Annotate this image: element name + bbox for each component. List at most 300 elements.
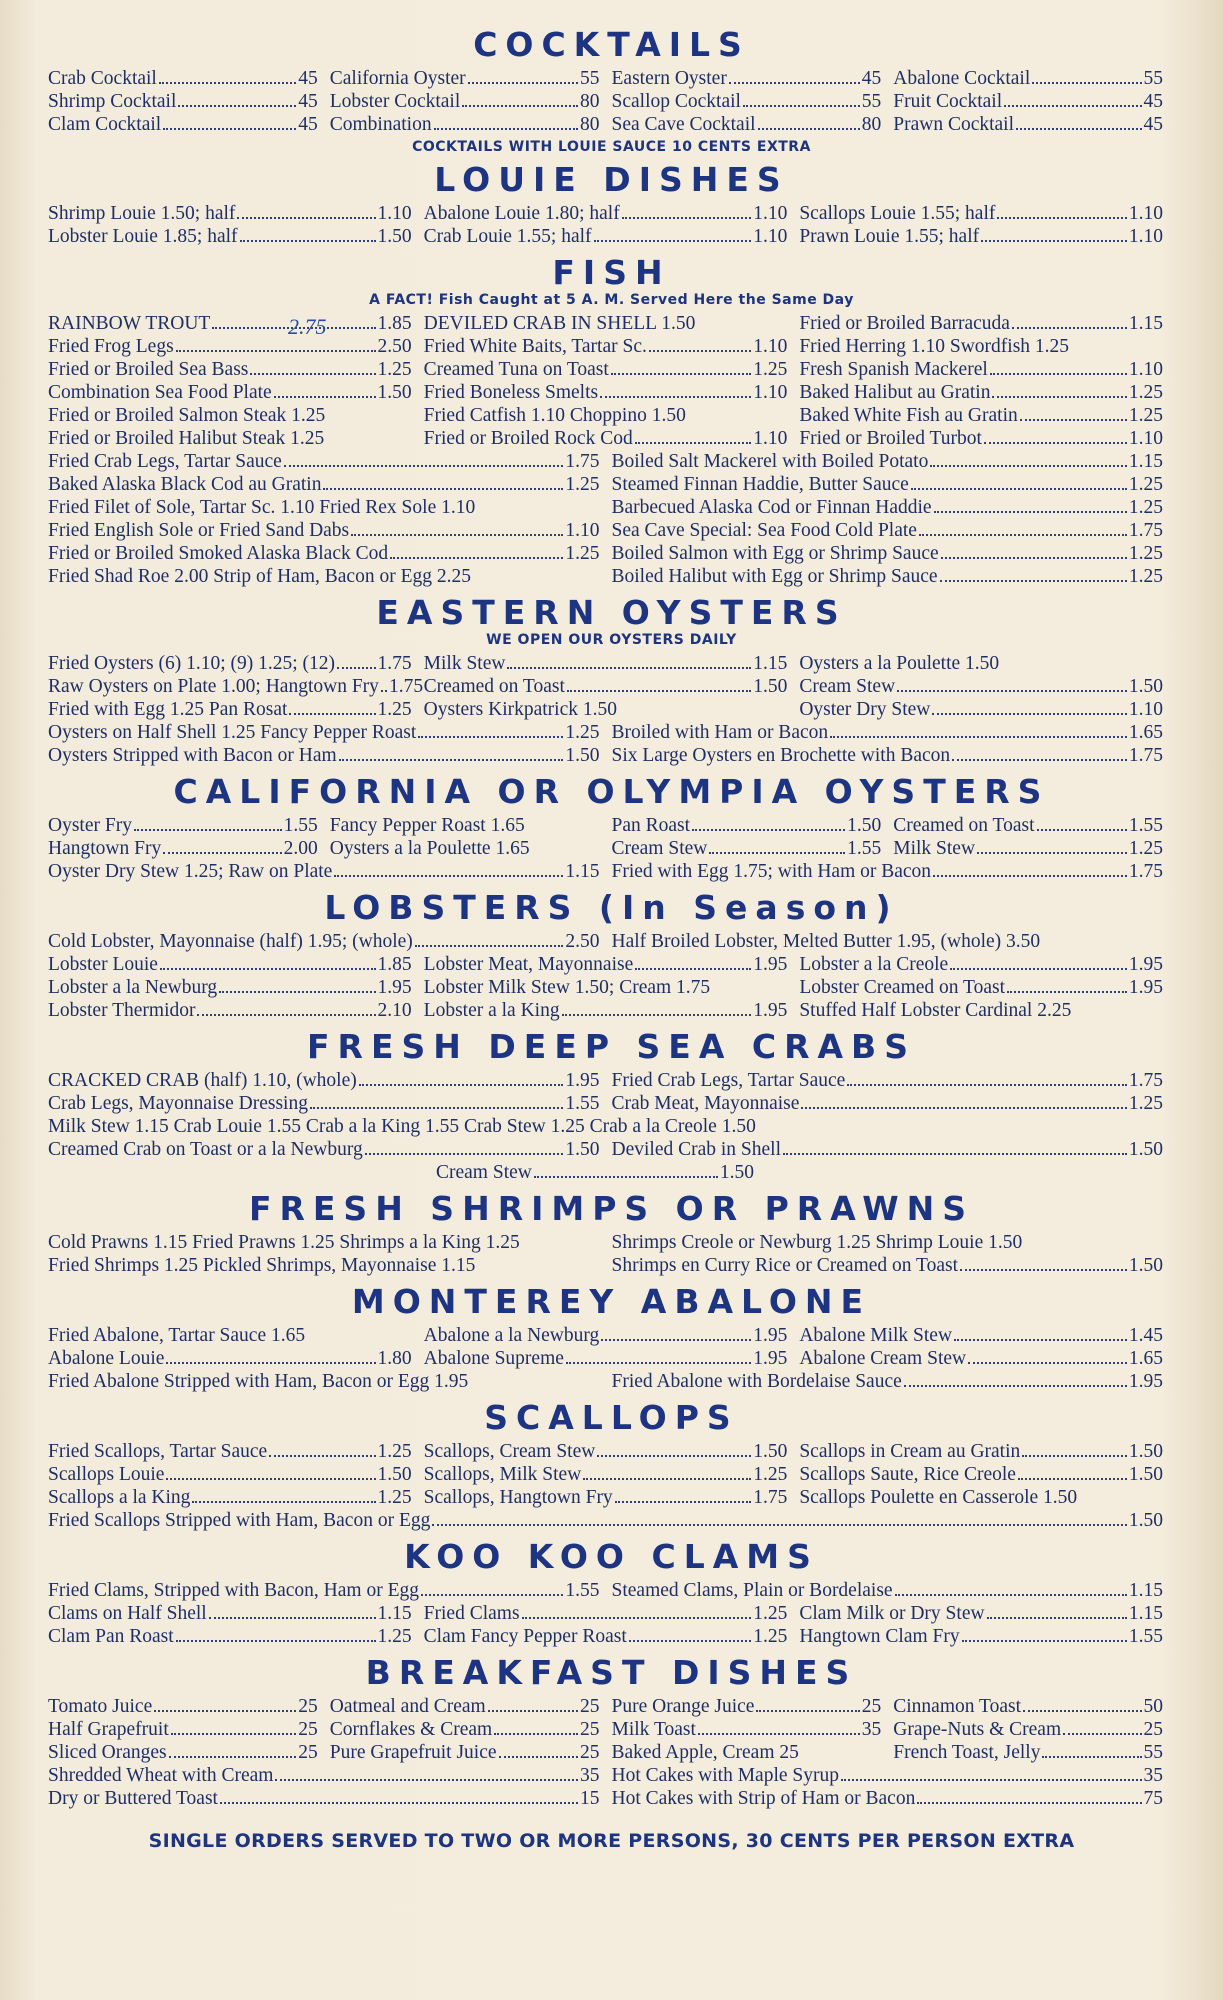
dot-leader bbox=[990, 373, 1127, 375]
dot-leader bbox=[415, 945, 564, 947]
item-price: 45 bbox=[1143, 114, 1163, 135]
item-name: Grape-Nuts & Cream bbox=[893, 1719, 1062, 1740]
item-name: Pure Orange Juice bbox=[611, 1696, 755, 1717]
menu-item bbox=[48, 496, 612, 519]
item-name: Cornflakes & Cream bbox=[329, 1719, 493, 1740]
item-name: Lobster Meat, Mayonnaise bbox=[423, 954, 634, 975]
menu-item bbox=[799, 335, 1175, 358]
item-price: 1.55 bbox=[283, 815, 318, 836]
item-name: Fried Boneless Smelts bbox=[423, 382, 599, 403]
item-name: Shredded Wheat with Cream bbox=[48, 1765, 274, 1786]
menu-row bbox=[48, 1764, 1175, 1787]
dot-leader bbox=[323, 488, 563, 490]
menu-item bbox=[893, 67, 1175, 90]
item-price: 1.50 bbox=[719, 1162, 754, 1183]
dot-leader bbox=[1004, 105, 1141, 107]
item-name: Cold Prawns 1.15 Fried Prawns 1.25 Shrimps a la King 1.25 bbox=[48, 1232, 520, 1253]
dot-leader bbox=[220, 1802, 578, 1804]
dot-leader bbox=[289, 713, 375, 715]
dot-leader bbox=[166, 1478, 375, 1480]
menu-row bbox=[48, 675, 1175, 698]
menu-item bbox=[48, 113, 330, 136]
menu-body bbox=[48, 25, 1175, 1810]
menu-row bbox=[48, 358, 1175, 381]
item-name: Scallop Cocktail bbox=[611, 91, 741, 112]
dot-leader bbox=[729, 82, 860, 84]
menu-item bbox=[330, 113, 612, 136]
item-price: 25 bbox=[298, 1719, 318, 1740]
item-price: 1.25 bbox=[1128, 474, 1163, 495]
dot-leader bbox=[932, 713, 1126, 715]
item-name: Hangtown Clam Fry bbox=[799, 1626, 960, 1647]
menu-item bbox=[612, 860, 1176, 883]
dot-leader bbox=[1023, 1710, 1142, 1712]
item-price: 1.10 bbox=[753, 226, 788, 247]
item-price: 45 bbox=[298, 68, 318, 89]
dot-leader bbox=[522, 1617, 752, 1619]
menu-row bbox=[48, 1579, 1175, 1602]
item-price: 1.55 bbox=[847, 838, 882, 859]
item-price: 1.50 bbox=[377, 1464, 412, 1485]
item-price: 1.95 bbox=[1128, 977, 1163, 998]
menu-item bbox=[799, 427, 1175, 450]
menu-item bbox=[330, 67, 612, 90]
item-name: Oyster Dry Stew bbox=[799, 699, 931, 720]
dot-leader bbox=[432, 1524, 1127, 1526]
item-price: 35 bbox=[580, 1765, 600, 1786]
menu-item bbox=[48, 1741, 330, 1764]
dot-leader bbox=[274, 396, 376, 398]
dot-leader bbox=[1012, 327, 1127, 329]
item-price: 1.25 bbox=[1128, 543, 1163, 564]
item-name: Scallops Poulette en Casserole 1.50 bbox=[799, 1487, 1078, 1508]
item-price: 45 bbox=[298, 114, 318, 135]
menu-item bbox=[424, 1625, 800, 1648]
item-price: 1.80 bbox=[377, 1348, 412, 1369]
item-name: Lobster Louie bbox=[48, 954, 158, 975]
menu-item bbox=[612, 1787, 1176, 1810]
dot-leader bbox=[1007, 991, 1127, 993]
menu-item bbox=[893, 814, 1175, 837]
menu-item bbox=[799, 404, 1175, 427]
item-name: Fried Crab Legs, Tartar Sauce bbox=[48, 451, 282, 472]
menu-row bbox=[48, 90, 1175, 113]
item-name: Fried Shad Roe 2.00 Strip of Ham, Bacon or Egg 2.25 bbox=[48, 566, 471, 587]
item-price: 1.25 bbox=[565, 722, 600, 743]
item-price: 1.95 bbox=[565, 1070, 600, 1091]
menu-item bbox=[424, 953, 800, 976]
item-price: 1.95 bbox=[753, 954, 788, 975]
menu-item bbox=[48, 335, 424, 358]
menu-item bbox=[48, 519, 612, 542]
menu-item bbox=[424, 358, 800, 381]
menu-item bbox=[893, 837, 1175, 860]
item-name: Fried Filet of Sole, Tartar Sc. 1.10 Fried Rex Sole 1.10 bbox=[48, 497, 476, 518]
menu-row bbox=[48, 519, 1175, 542]
menu-item bbox=[48, 202, 424, 225]
item-price: 45 bbox=[1143, 91, 1163, 112]
item-price: 1.55 bbox=[565, 1093, 600, 1114]
menu-row bbox=[48, 1718, 1175, 1741]
item-name: Fried or Broiled Rock Cod bbox=[423, 428, 633, 449]
item-name: Milk Stew 1.15 Crab Louie 1.55 Crab a la King 1.55 Crab Stew 1.25 Crab a la Creole 1.50 bbox=[48, 1116, 756, 1137]
item-price: 1.25 bbox=[377, 699, 412, 720]
item-price: 1.10 bbox=[1128, 226, 1163, 247]
section-louie-dishes bbox=[48, 160, 1175, 248]
menu-item bbox=[612, 1370, 1176, 1393]
dot-leader bbox=[941, 557, 1127, 559]
menu-item bbox=[612, 1092, 1176, 1115]
menu-item bbox=[48, 1602, 424, 1625]
menu-item bbox=[48, 542, 612, 565]
item-name: Fried Scallops, Tartar Sauce bbox=[48, 1441, 268, 1462]
item-price: 1.65 bbox=[1128, 722, 1163, 743]
item-name: Fried Crab Legs, Tartar Sauce bbox=[611, 1070, 846, 1091]
item-name: Scallops Louie 1.55; half bbox=[799, 203, 996, 224]
menu-item bbox=[330, 1695, 612, 1718]
item-name: Stuffed Half Lobster Cardinal 2.25 bbox=[799, 1000, 1072, 1021]
footer-note: SINGLE ORDERS SERVED TO TWO OR MORE PERSONS, 30 CENTS PER PERSON EXTRA bbox=[148, 1830, 1075, 1852]
menu-item bbox=[612, 1741, 894, 1764]
item-price: 1.75 bbox=[565, 451, 600, 472]
item-price: 1.55 bbox=[565, 1580, 600, 1601]
menu-item bbox=[436, 1161, 766, 1184]
item-price: 1.50 bbox=[1128, 1464, 1163, 1485]
item-price: 1.15 bbox=[1128, 1603, 1163, 1624]
item-price: 55 bbox=[1143, 1742, 1163, 1763]
item-price: 1.15 bbox=[377, 1603, 412, 1624]
item-price: 1.25 bbox=[1128, 1093, 1163, 1114]
dot-leader bbox=[499, 1756, 578, 1758]
item-price: 1.25 bbox=[1128, 405, 1163, 426]
menu-item bbox=[612, 1718, 894, 1741]
item-price: 25 bbox=[580, 1742, 600, 1763]
dot-leader bbox=[635, 442, 751, 444]
dot-leader bbox=[968, 1362, 1127, 1364]
section-title: FRESH SHRIMPS OR PRAWNS bbox=[248, 1189, 975, 1228]
menu-item bbox=[893, 90, 1175, 113]
menu-item bbox=[612, 721, 1176, 744]
section-cocktails bbox=[48, 25, 1175, 155]
item-price: 1.25 bbox=[377, 1626, 412, 1647]
item-price: 25 bbox=[580, 1719, 600, 1740]
item-name: Fried or Broiled Sea Bass bbox=[48, 359, 249, 380]
item-name: Shrimp Cocktail bbox=[48, 91, 177, 112]
dot-leader bbox=[962, 1640, 1127, 1642]
item-name: Creamed on Toast bbox=[423, 676, 565, 697]
menu-item bbox=[612, 542, 1176, 565]
dot-leader bbox=[359, 1084, 564, 1086]
dot-leader bbox=[176, 1640, 376, 1642]
item-name: Shrimp Louie 1.50; half bbox=[48, 203, 236, 224]
dot-leader bbox=[160, 968, 376, 970]
section-title: LOUIE DISHES bbox=[434, 160, 789, 199]
item-price: 1.25 bbox=[1128, 566, 1163, 587]
item-name: Half Grapefruit bbox=[48, 1719, 169, 1740]
menu-item bbox=[612, 1579, 1176, 1602]
dot-leader bbox=[237, 217, 375, 219]
menu-item bbox=[799, 1440, 1175, 1463]
item-price: 1.75 bbox=[1128, 520, 1163, 541]
item-name: DEVILED CRAB IN SHELL 1.50 bbox=[423, 313, 696, 334]
item-name: Barbecued Alaska Cod or Finnan Haddie bbox=[611, 497, 932, 518]
item-name: Creamed Tuna on Toast bbox=[423, 359, 609, 380]
item-price: 1.15 bbox=[565, 861, 600, 882]
menu-row bbox=[48, 202, 1175, 225]
item-name: Milk Stew bbox=[893, 838, 976, 859]
item-price: 1.25 bbox=[1128, 382, 1163, 403]
menu-item bbox=[48, 1625, 424, 1648]
dot-leader bbox=[1037, 829, 1127, 831]
menu-item bbox=[612, 1231, 1176, 1254]
item-name: Oatmeal and Cream bbox=[329, 1696, 486, 1717]
menu-row bbox=[48, 930, 1175, 953]
item-name: California Oyster bbox=[329, 68, 466, 89]
dot-leader bbox=[562, 1014, 752, 1016]
menu-item bbox=[424, 1486, 800, 1509]
menu-row bbox=[48, 1695, 1175, 1718]
item-price: 1.75 bbox=[753, 1487, 788, 1508]
item-price: 1.10 bbox=[1128, 359, 1163, 380]
menu-item bbox=[424, 698, 800, 721]
item-name: Cream Stew bbox=[436, 1162, 532, 1183]
item-name: Milk Stew bbox=[423, 653, 506, 674]
item-name: Oysters a la Poulette 1.65 bbox=[329, 838, 530, 859]
menu-item bbox=[612, 1764, 1176, 1787]
item-name: Clam Milk or Dry Stew bbox=[799, 1603, 985, 1624]
dot-leader bbox=[954, 1339, 1127, 1341]
menu-row bbox=[48, 67, 1175, 90]
dot-leader bbox=[169, 1756, 297, 1758]
menu-row bbox=[48, 1254, 1175, 1277]
item-name: Fried Herring 1.10 Swordfish 1.25 bbox=[799, 336, 1070, 357]
item-price: 55 bbox=[580, 68, 600, 89]
menu-item bbox=[48, 358, 424, 381]
dot-leader bbox=[635, 968, 751, 970]
menu-item bbox=[612, 1254, 1176, 1277]
menu-item bbox=[424, 976, 800, 999]
menu-item bbox=[48, 675, 424, 698]
dot-leader bbox=[494, 1733, 578, 1735]
menu-item bbox=[48, 404, 424, 427]
dot-leader bbox=[847, 1084, 1127, 1086]
dot-leader bbox=[960, 1269, 1127, 1271]
menu-item bbox=[799, 225, 1175, 248]
menu-item bbox=[893, 1718, 1175, 1741]
item-price: 1.25 bbox=[1128, 497, 1163, 518]
section-fish bbox=[48, 253, 1175, 588]
dot-leader bbox=[178, 105, 296, 107]
menu-row bbox=[48, 698, 1175, 721]
menu-item bbox=[48, 698, 424, 721]
dot-leader bbox=[163, 128, 296, 130]
item-name: Abalone Louie bbox=[48, 1348, 165, 1369]
item-name: Scallops Louie bbox=[48, 1464, 165, 1485]
menu-item bbox=[612, 1695, 894, 1718]
item-price: 1.10 bbox=[377, 203, 412, 224]
item-name: French Toast, Jelly bbox=[893, 1742, 1041, 1763]
section-title: CALIFORNIA OR OLYMPIA OYSTERS bbox=[173, 772, 1050, 811]
item-name: Hot Cakes with Maple Syrup bbox=[611, 1765, 839, 1786]
item-name: Steamed Finnan Haddie, Butter Sauce bbox=[611, 474, 909, 495]
item-name: Fried Shrimps 1.25 Pickled Shrimps, Mayonnaise 1.15 bbox=[48, 1255, 476, 1276]
item-price: 1.25 bbox=[753, 1464, 788, 1485]
menu-item bbox=[612, 519, 1176, 542]
item-price: 1.25 bbox=[1128, 838, 1163, 859]
menu-item bbox=[48, 837, 330, 860]
menu-row bbox=[48, 976, 1175, 999]
item-name: Combination Sea Food Plate bbox=[48, 382, 272, 403]
dot-leader bbox=[1032, 82, 1141, 84]
item-name: Abalone a la Newburg bbox=[423, 1325, 600, 1346]
item-price: 1.15 bbox=[753, 653, 788, 674]
item-price: 1.75 bbox=[1128, 1070, 1163, 1091]
menu-row bbox=[48, 744, 1175, 767]
dot-leader bbox=[134, 829, 282, 831]
item-name: Fried Abalone with Bordelaise Sauce bbox=[611, 1371, 902, 1392]
item-name: Boiled Halibut with Egg or Shrimp Sauce bbox=[611, 566, 938, 587]
dot-leader bbox=[567, 690, 751, 692]
item-name: Fried Clams, Stripped with Bacon, Ham or Egg bbox=[48, 1580, 419, 1601]
item-name: Shrimps Creole or Newburg 1.25 Shrimp Louie 1.50 bbox=[611, 1232, 1023, 1253]
dot-leader bbox=[1042, 1756, 1141, 1758]
dot-leader bbox=[339, 759, 564, 761]
menu-item bbox=[48, 1069, 612, 1092]
dot-leader bbox=[1063, 1733, 1141, 1735]
menu-row bbox=[48, 1069, 1175, 1092]
menu-item bbox=[48, 1787, 612, 1810]
menu-row bbox=[48, 381, 1175, 404]
menu-row bbox=[48, 565, 1175, 588]
item-price: 1.25 bbox=[377, 1487, 412, 1508]
item-name: Fried English Sole or Fried Sand Dabs bbox=[48, 520, 350, 541]
item-price: 1.15 bbox=[1128, 451, 1163, 472]
menu-item bbox=[48, 814, 330, 837]
item-price: 25 bbox=[580, 1696, 600, 1717]
menu-item bbox=[48, 860, 612, 883]
dot-leader bbox=[269, 1455, 375, 1457]
item-price: 35 bbox=[861, 1719, 882, 1740]
item-name: Baked Halibut au Gratin bbox=[799, 382, 991, 403]
menu-item bbox=[799, 358, 1175, 381]
item-name: Cinnamon Toast bbox=[893, 1696, 1021, 1717]
item-price: 80 bbox=[861, 114, 882, 135]
menu-item bbox=[48, 721, 612, 744]
menu-row bbox=[48, 652, 1175, 675]
item-price: 50 bbox=[1143, 1696, 1163, 1717]
item-price: 1.50 bbox=[1128, 1255, 1163, 1276]
item-price: 1.10 bbox=[753, 336, 788, 357]
section-fresh-deep-sea-crabs bbox=[48, 1027, 1175, 1184]
menu-item bbox=[799, 1625, 1175, 1648]
menu-item bbox=[799, 976, 1175, 999]
item-name: Fried with Egg 1.75; with Ham or Bacon bbox=[611, 861, 932, 882]
menu-row bbox=[48, 999, 1175, 1022]
dot-leader bbox=[1016, 128, 1141, 130]
menu-item bbox=[424, 427, 800, 450]
menu-item bbox=[799, 1463, 1175, 1486]
dot-leader bbox=[904, 1385, 1127, 1387]
item-name: Scallops, Milk Stew bbox=[423, 1464, 582, 1485]
item-price: 1.10 bbox=[753, 382, 788, 403]
menu-item bbox=[799, 1324, 1175, 1347]
dot-leader bbox=[743, 105, 860, 107]
item-name: Creamed on Toast bbox=[893, 815, 1035, 836]
item-price: 1.50 bbox=[377, 382, 412, 403]
dot-leader bbox=[275, 1779, 578, 1781]
item-name: Abalone Cream Stew bbox=[799, 1348, 967, 1369]
menu-row bbox=[48, 1509, 1175, 1532]
item-price: 2.50 bbox=[565, 931, 600, 952]
item-price: 25 bbox=[861, 1696, 882, 1717]
menu-item bbox=[612, 930, 1176, 953]
item-name: Abalone Louie 1.80; half bbox=[423, 203, 620, 224]
item-name: Sliced Oranges bbox=[48, 1742, 167, 1763]
item-price: 80 bbox=[580, 114, 600, 135]
dot-leader bbox=[756, 1710, 859, 1712]
item-price: 1.25 bbox=[753, 1603, 788, 1624]
item-price: 1.10 bbox=[1128, 428, 1163, 449]
item-name: Oyster Dry Stew 1.25; Raw on Plate bbox=[48, 861, 333, 882]
item-price: 1.85 bbox=[377, 313, 412, 334]
menu-row bbox=[48, 404, 1175, 427]
menu-item bbox=[612, 113, 894, 136]
item-name: Cream Stew bbox=[611, 838, 708, 859]
dot-leader bbox=[917, 1802, 1141, 1804]
item-name: Crab Meat, Mayonnaise bbox=[611, 1093, 800, 1114]
dot-leader bbox=[930, 465, 1127, 467]
item-name: Pure Grapefruit Juice bbox=[329, 1742, 497, 1763]
item-name: Oysters Kirkpatrick 1.50 bbox=[423, 699, 617, 720]
menu-item bbox=[424, 404, 800, 427]
section-title: MONTEREY ABALONE bbox=[351, 1282, 872, 1321]
item-name: Raw Oysters on Plate 1.00; Hangtown Fry bbox=[48, 676, 379, 697]
menu-item bbox=[48, 1370, 612, 1393]
item-price: 1.95 bbox=[753, 1348, 788, 1369]
menu-item bbox=[48, 90, 330, 113]
dot-leader bbox=[534, 1176, 718, 1178]
item-name: Abalone Milk Stew bbox=[799, 1325, 953, 1346]
dot-leader bbox=[507, 667, 751, 669]
item-name: Fruit Cocktail bbox=[893, 91, 1003, 112]
menu-item bbox=[48, 999, 424, 1022]
menu-row bbox=[48, 953, 1175, 976]
item-name: Lobster Creamed on Toast bbox=[799, 977, 1005, 998]
dot-leader bbox=[365, 1153, 564, 1155]
menu-item bbox=[799, 202, 1175, 225]
item-name: Sea Cave Cocktail bbox=[611, 114, 756, 135]
menu-item bbox=[612, 565, 1176, 588]
item-name: Scallops a la King bbox=[48, 1487, 191, 1508]
item-name: Prawn Cocktail bbox=[893, 114, 1015, 135]
dot-leader bbox=[783, 1153, 1127, 1155]
item-name: Sea Cave Special: Sea Food Cold Plate bbox=[611, 520, 917, 541]
menu-item bbox=[48, 1440, 424, 1463]
menu-row bbox=[48, 814, 1175, 837]
item-name: Fresh Spanish Mackerel bbox=[799, 359, 988, 380]
menu-item bbox=[48, 1695, 330, 1718]
item-name: Clams on Half Shell bbox=[48, 1603, 207, 1624]
menu-item bbox=[424, 1347, 800, 1370]
item-price: 1.95 bbox=[753, 1000, 788, 1021]
dot-leader bbox=[934, 511, 1127, 513]
item-name: Fried or Broiled Salmon Steak 1.25 bbox=[48, 405, 326, 426]
dot-leader bbox=[1022, 1455, 1127, 1457]
dot-leader bbox=[841, 1779, 1142, 1781]
item-price: 1.25 bbox=[753, 359, 788, 380]
section-koo-koo-clams bbox=[48, 1537, 1175, 1648]
menu-row bbox=[48, 473, 1175, 496]
